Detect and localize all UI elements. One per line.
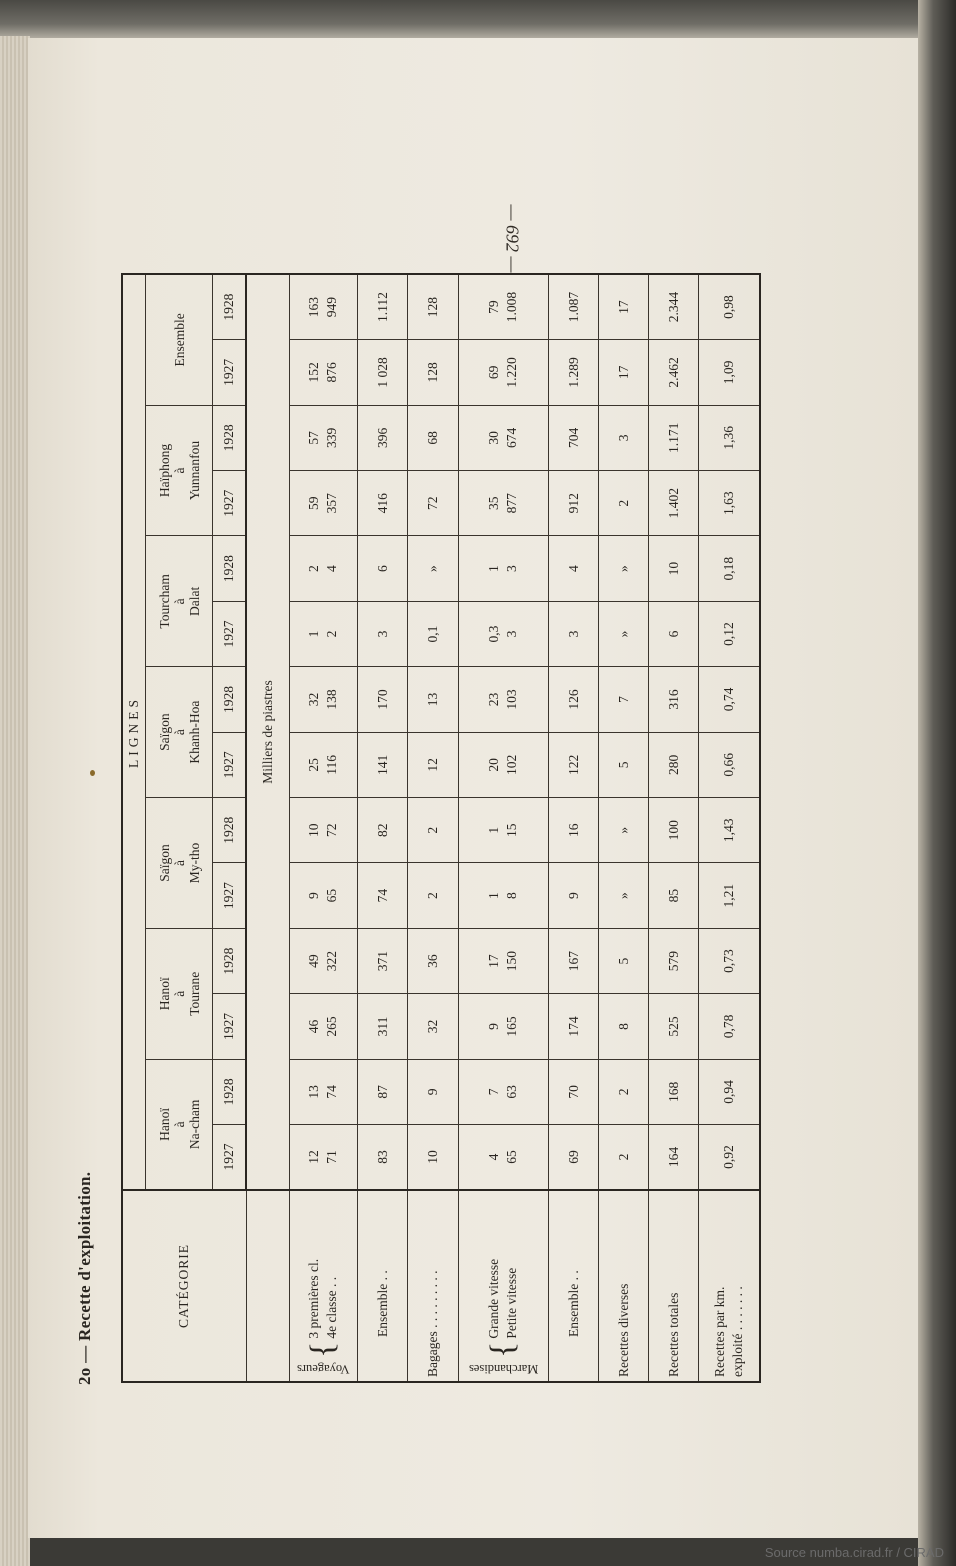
table-row <box>649 274 699 1382</box>
source-credit: Source numba.cirad.fr / CIRAD <box>764 1545 944 1560</box>
year-header: 1927 <box>213 471 247 536</box>
value-line: 322 <box>324 950 340 972</box>
value-line: 20 <box>486 758 502 772</box>
unit-label: Milliers de piastres <box>246 274 289 1190</box>
value-cell: 0,12 <box>699 601 760 666</box>
value-cell: 167 <box>549 928 599 993</box>
table-row <box>358 274 408 1382</box>
value-cell: 9 <box>408 1059 458 1124</box>
year-header: 1928 <box>213 536 247 601</box>
value-cell: 316 <box>649 667 699 732</box>
value-cell: 6 <box>649 601 699 666</box>
value-cell: 704 <box>549 405 599 470</box>
value-cell <box>458 405 548 470</box>
category-label: 4e classe . . <box>324 1276 340 1339</box>
category-sublabels <box>374 1193 392 1377</box>
value-cell: 5 <box>599 732 649 797</box>
value-cell: 1,43 <box>699 798 760 863</box>
value-cell: 2.344 <box>649 274 699 340</box>
value-cell: 912 <box>549 471 599 536</box>
brace-glyph: { <box>484 1341 522 1358</box>
value-cell <box>289 340 358 405</box>
lines-header: LIGNES <box>122 274 146 1190</box>
value-cell: 126 <box>549 667 599 732</box>
value-line: 0,3 <box>486 625 502 643</box>
line-header: Saïgon à Khanh-Hoa <box>146 667 213 798</box>
value-line: 102 <box>504 754 520 775</box>
value-cell: » <box>408 536 458 601</box>
value-line: 165 <box>504 1016 520 1037</box>
category-sublabels <box>305 1259 341 1339</box>
value-cell <box>289 667 358 732</box>
value-line: 35 <box>486 496 502 510</box>
value-cell: 68 <box>408 405 458 470</box>
rotated-table-block <box>75 265 835 1385</box>
book-top-edge <box>0 0 956 40</box>
value-line: 10 <box>306 823 322 837</box>
value-cell: 1.112 <box>358 274 408 340</box>
value-line: 265 <box>324 1016 340 1037</box>
value-cell: 3 <box>358 601 408 666</box>
year-header: 1927 <box>213 601 247 666</box>
value-cell: 8 <box>599 994 649 1059</box>
value-line: 79 <box>486 300 502 314</box>
category-sublabels <box>665 1193 683 1377</box>
value-cell: 0,94 <box>699 1059 760 1124</box>
value-cell: » <box>599 601 649 666</box>
line-header: Tourcham à Dalat <box>146 536 213 667</box>
value-line: 2 <box>306 565 322 572</box>
value-cell: 9 <box>549 863 599 928</box>
value-cell <box>458 340 548 405</box>
value-cell: 2 <box>599 1125 649 1190</box>
value-cell: 69 <box>549 1125 599 1190</box>
value-line: 8 <box>504 892 520 900</box>
category-sublabels <box>424 1193 442 1377</box>
category-cell <box>699 1190 760 1382</box>
value-cell <box>289 1125 358 1190</box>
value-line: 103 <box>504 689 520 710</box>
value-line: 2 <box>324 630 340 638</box>
value-line: 12 <box>306 1150 322 1164</box>
value-cell: 7 <box>599 667 649 732</box>
value-cell: 174 <box>549 994 599 1059</box>
value-cell <box>458 863 548 928</box>
value-cell: 16 <box>549 798 599 863</box>
value-cell: 416 <box>358 471 408 536</box>
value-cell: 2 <box>408 863 458 928</box>
value-cell <box>289 405 358 470</box>
value-line: 69 <box>486 365 502 380</box>
brace-glyph: { <box>304 1341 342 1358</box>
table-row <box>408 274 458 1382</box>
value-line: 674 <box>504 427 520 448</box>
category-label: exploité . . . . . . . <box>730 1286 746 1377</box>
category-label: Ensemble . . <box>565 1270 581 1337</box>
line-header: Saïgon à My-tho <box>146 798 213 929</box>
value-cell <box>458 994 548 1059</box>
value-line: 4 <box>324 565 340 572</box>
category-label: Bagages . . . . . . . . . <box>425 1270 441 1377</box>
year-header: 1928 <box>213 928 247 993</box>
value-cell: 70 <box>549 1059 599 1124</box>
value-cell: 280 <box>649 732 699 797</box>
value-cell: 85 <box>649 863 699 928</box>
value-line: 1 <box>486 826 502 834</box>
table-row <box>599 274 649 1382</box>
line-header: Hanoï à Tourane <box>146 928 213 1059</box>
line-header: Haïphong à Yunnanfou <box>146 405 213 536</box>
value-line: 877 <box>504 493 520 514</box>
value-cell: 0,74 <box>699 667 760 732</box>
value-line: 876 <box>324 362 340 383</box>
category-sublabels <box>711 1193 747 1377</box>
category-group <box>297 1193 350 1377</box>
year-header: 1928 <box>213 1059 247 1124</box>
table-row <box>549 274 599 1382</box>
value-line: 49 <box>306 954 322 968</box>
value-cell: 1,36 <box>699 405 760 470</box>
year-header: 1927 <box>213 994 247 1059</box>
value-line: 116 <box>324 754 340 775</box>
category-cell <box>599 1190 649 1382</box>
value-cell: 36 <box>408 928 458 993</box>
value-line: 17 <box>486 954 502 968</box>
value-cell <box>289 994 358 1059</box>
value-line: 74 <box>324 1085 340 1099</box>
value-cell: 10 <box>408 1125 458 1190</box>
value-line: 15 <box>504 823 520 837</box>
category-cell <box>549 1190 599 1382</box>
category-cell <box>458 1190 548 1382</box>
value-line: 25 <box>306 758 322 772</box>
value-cell: 0,98 <box>699 274 760 340</box>
year-header: 1927 <box>213 863 247 928</box>
value-line: 63 <box>504 1085 520 1099</box>
value-cell <box>289 601 358 666</box>
value-line: 1 <box>486 565 502 572</box>
value-line: 163 <box>306 296 322 318</box>
value-cell: » <box>599 536 649 601</box>
value-line: 1.220 <box>504 357 520 388</box>
value-cell <box>458 1059 548 1124</box>
value-cell <box>458 667 548 732</box>
value-cell <box>458 798 548 863</box>
value-cell <box>289 274 358 340</box>
value-cell: 6 <box>358 536 408 601</box>
value-cell <box>458 601 548 666</box>
value-cell: 12 <box>408 732 458 797</box>
revenue-table <box>121 273 761 1383</box>
value-cell <box>289 798 358 863</box>
value-cell <box>289 471 358 536</box>
value-line: 339 <box>324 427 340 448</box>
value-cell: 371 <box>358 928 408 993</box>
value-cell: 141 <box>358 732 408 797</box>
value-cell <box>458 274 548 340</box>
value-cell <box>289 732 358 797</box>
line-header: Hanoï à Na-cham <box>146 1059 213 1190</box>
category-label: Petite vitesse <box>504 1267 520 1339</box>
category-group <box>469 1193 538 1377</box>
value-cell: 72 <box>408 471 458 536</box>
year-header: 1928 <box>213 274 247 340</box>
year-header: 1927 <box>213 732 247 797</box>
value-cell: 128 <box>408 274 458 340</box>
value-cell: 1,63 <box>699 471 760 536</box>
year-header: 1928 <box>213 405 247 470</box>
value-cell: 5 <box>599 928 649 993</box>
category-cell <box>408 1190 458 1382</box>
category-label: Ensemble . . <box>374 1270 390 1337</box>
year-header: 1927 <box>213 340 247 405</box>
value-cell: 1.402 <box>649 471 699 536</box>
value-cell: 311 <box>358 994 408 1059</box>
value-cell: 168 <box>649 1059 699 1124</box>
value-line: 23 <box>486 692 502 707</box>
value-line: 357 <box>324 493 340 514</box>
value-line: 1 <box>486 892 502 900</box>
book-page-stack-edge <box>0 36 30 1566</box>
value-cell <box>289 536 358 601</box>
page-number: — 692 — <box>502 204 523 273</box>
value-cell <box>458 536 548 601</box>
group-label: Voyageurs <box>297 1362 350 1376</box>
category-label: 3 premières cl. <box>306 1258 322 1339</box>
table-row <box>289 274 358 1382</box>
table-row <box>699 274 760 1382</box>
value-cell: 525 <box>649 994 699 1059</box>
value-line: 152 <box>306 362 322 383</box>
value-cell: 2 <box>599 1059 649 1124</box>
value-line: 138 <box>324 689 340 710</box>
value-cell <box>458 732 548 797</box>
year-header: 1927 <box>213 1125 247 1190</box>
value-cell: 0,66 <box>699 732 760 797</box>
value-cell: 82 <box>358 798 408 863</box>
value-cell: 122 <box>549 732 599 797</box>
category-sublabels <box>485 1259 521 1339</box>
value-cell: 0,73 <box>699 928 760 993</box>
value-cell <box>458 471 548 536</box>
value-cell: 128 <box>408 340 458 405</box>
group-label: Marchandises <box>468 1362 539 1376</box>
year-header: 1928 <box>213 798 247 863</box>
value-cell: 0,1 <box>408 601 458 666</box>
value-cell: 164 <box>649 1125 699 1190</box>
value-line: 32 <box>306 692 322 707</box>
value-cell: 0,18 <box>699 536 760 601</box>
section-title: 2o — Recette d'exploitation. <box>75 1171 94 1385</box>
value-line: 3 <box>504 565 520 572</box>
category-label: Recettes totales <box>665 1292 681 1377</box>
value-line: 3 <box>504 630 520 638</box>
line-header: Ensemble <box>146 274 213 405</box>
value-cell: 3 <box>549 601 599 666</box>
value-line: 57 <box>306 431 322 445</box>
category-label: Recettes diverses <box>615 1283 631 1377</box>
category-cell <box>358 1190 408 1382</box>
value-cell: 1 028 <box>358 340 408 405</box>
value-line: 9 <box>306 892 322 900</box>
value-line: 72 <box>324 823 340 837</box>
value-cell: 2.462 <box>649 340 699 405</box>
value-cell: 1,09 <box>699 340 760 405</box>
value-cell: 396 <box>358 405 408 470</box>
value-line: 65 <box>324 888 340 903</box>
value-cell: » <box>599 863 649 928</box>
category-sublabels <box>565 1193 583 1377</box>
value-cell: 1.289 <box>549 340 599 405</box>
value-cell: 1,21 <box>699 863 760 928</box>
value-line: 1 <box>306 630 322 638</box>
value-line: 949 <box>324 296 340 318</box>
value-line: 7 <box>486 1088 502 1096</box>
value-line: 13 <box>306 1085 322 1099</box>
value-cell: 100 <box>649 798 699 863</box>
value-line: 65 <box>504 1150 520 1164</box>
book-binding-edge <box>918 0 956 1566</box>
value-cell: 0,92 <box>699 1125 760 1190</box>
value-cell <box>289 863 358 928</box>
value-line: 71 <box>324 1150 340 1164</box>
value-cell: 170 <box>358 667 408 732</box>
category-label: Grande vitesse <box>486 1258 502 1339</box>
value-line: 59 <box>306 496 322 510</box>
value-cell <box>289 1059 358 1124</box>
value-cell <box>458 928 548 993</box>
category-label: Recettes par km. <box>712 1286 728 1377</box>
value-cell: 3 <box>599 405 649 470</box>
value-cell: » <box>599 798 649 863</box>
value-cell: 1.087 <box>549 274 599 340</box>
value-cell: 17 <box>599 274 649 340</box>
value-line: 30 <box>486 431 502 445</box>
value-cell <box>458 1125 548 1190</box>
value-cell: 579 <box>649 928 699 993</box>
year-header: 1928 <box>213 667 247 732</box>
value-cell: 87 <box>358 1059 408 1124</box>
category-sublabels <box>615 1193 633 1377</box>
value-cell: 2 <box>599 471 649 536</box>
value-cell: 17 <box>599 340 649 405</box>
value-cell: 13 <box>408 667 458 732</box>
value-cell: 32 <box>408 994 458 1059</box>
value-line: 4 <box>486 1153 502 1161</box>
category-header: CATÉGORIE <box>122 1190 246 1382</box>
value-cell: 83 <box>358 1125 408 1190</box>
value-cell: 1.171 <box>649 405 699 470</box>
value-cell: 0,78 <box>699 994 760 1059</box>
value-cell: 4 <box>549 536 599 601</box>
value-cell <box>289 928 358 993</box>
value-cell: 2 <box>408 798 458 863</box>
value-cell: 10 <box>649 536 699 601</box>
value-cell: 74 <box>358 863 408 928</box>
category-cell <box>289 1190 358 1382</box>
table-row <box>458 274 548 1382</box>
category-cell <box>649 1190 699 1382</box>
value-line: 150 <box>504 950 520 972</box>
value-line: 46 <box>306 1019 322 1034</box>
value-line: 9 <box>486 1023 502 1030</box>
value-line: 1.008 <box>504 291 520 323</box>
unit-spacer-cell <box>246 1190 289 1382</box>
